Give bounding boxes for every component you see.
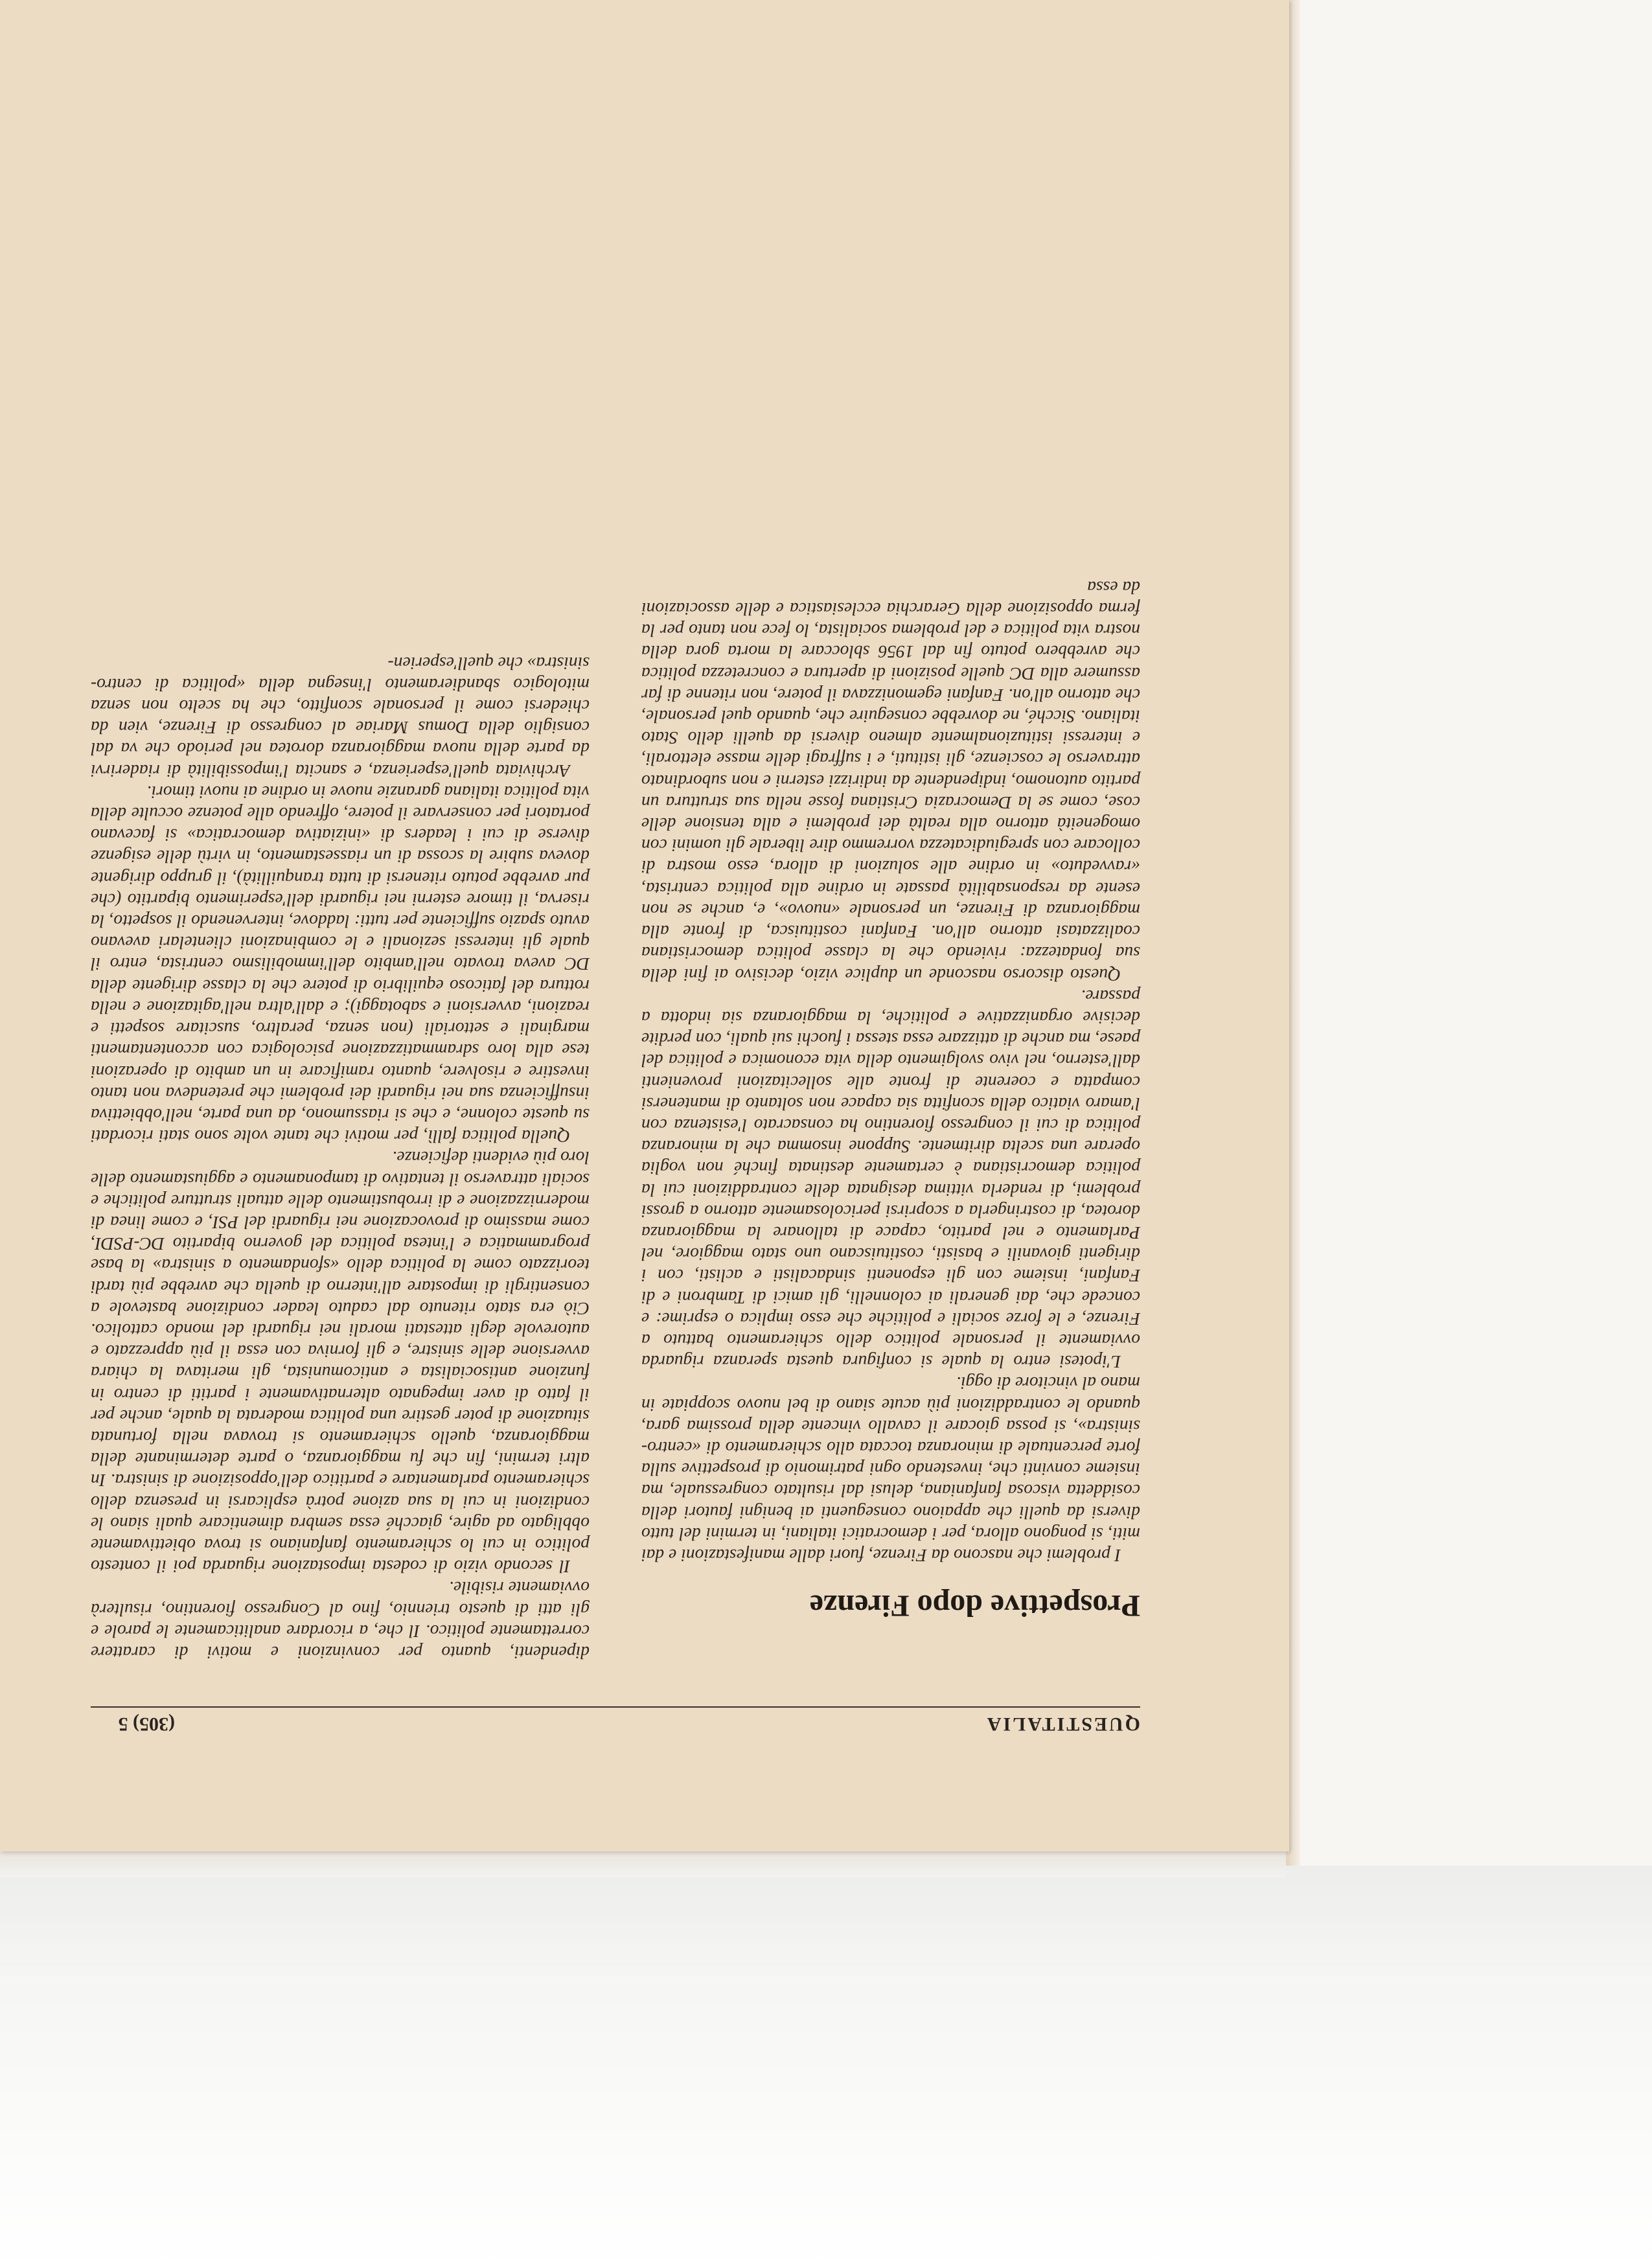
page-number: (305) 5: [118, 1713, 175, 1735]
article-title: Prospettive dopo Firenze: [809, 1588, 1140, 1623]
paragraph: Questo discorso nasconde un duplice vizio, decisivo ai fini della sua fondatezza: riviendo che la classe politica democristiana coalizzatasi attorno all'on. Fanfani costituisca, di fronte alla maggioranza di Firenze, un personale «nuovo», e, anche se non esente da responsabilità passate in ordine alla politica centrista, «ravveduto» in ordine alle soluzioni di allora, esso mostra di collocare con spregiudicatezza vorremmo dire liberale gli uomini con omogeneità attorno alla realtà dei problemi e alla tensione delle cose, come se la Democrazia Cristiana fosse nella sua struttura un partito autonomo, indipendente da indirizzi esterni e non subordinato attraverso le coscienze, gli istituti, e i suffragi delle masse elettorali, e interessi istituzionalmente almeno diversi da quelli dello Stato italiano. Sicché, ne dovrebbe conseguire che, quando quel personale, che attorno all'on. Fanfani egemonizzava il potere, non ritenne di far assumere alla DC quelle posizioni di apertura e concretezza politica che avrebbero potuto fin dal 1956 sbloccare la morta gora della nostra vita politica e del problema socialista, lo fece non tanto per la ferma opposizione della Gerarchia ecclesiastica e delle associazioni da essa: [641, 577, 1140, 985]
paragraph: Archiviata quell'esperienza, e sancita l'impossibilità di riaderirvi da parte della nuova maggioranza dorotea nel periodo che va dal consiglio della Domus Mariae al congresso di Firenze, vien da chiedersi come il personale sconfitto, che ha scelto non senza mitologico sbandieramento l'insegna della «politica di centro-sinistra» che quell'esperien-: [91, 653, 590, 781]
running-head: [0, 1696, 1289, 1851]
header-rule: [91, 1706, 1140, 1708]
paragraph: Il secondo vizio di codesta impostazione riguarda poi il contesto politico in cui lo schieramento fanfaniano si trova obiettivamente obbligato ad agire, giacché essa sembra dimenticare quali siano le condizioni in cui la sua azione potrà esplicarsi in presenza dello schieramento parlamentare e partitico dell'opposizione di sinistra. In altri termini, fin che fu maggioranza, o parte determinante della maggioranza, quello schieramento si trovava nella fortunata situazione di poter gestire una politica moderata la quale, anche per il fatto di aver impegnato alternativamente i partiti di centro in funzione antisocialista e anticomunista, gli meritava la chiara avversione delle sinistre, e gli forniva con essa il più apprezzato e autorevole degli attestati morali nei riguardi del mondo cattolico. Ciò era stato ritenuto dal caduto leader condizione bastevole a consentirgli di impostare all'interno di quella che avrebbe più tardi teorizzato come la politica dello «sfondamento a sinistra» la base programmatica e l'intesa politica del governo bipartito DC-PSDI, come massimo di provocazione nei riguardi del PSI, e come linea di modernizzazione e di irrobustimento delle attuali strutture politiche e sociali attraverso il tentativo di tamponamento e aggiustamento delle loro più evidenti deficienze.: [91, 1148, 590, 1577]
text-column-left: [641, 577, 1140, 1566]
paragraph: L'ipotesi entro la quale si configura questa speranza riguarda ovviamente il personale politico dello schieramento battuto a Firenze, e le forze sociali e politiche che esso implica o esprime: e concede che, dai generali ai colonnelli, gli amici di Tambroni e di Fanfani, insieme con gli esponenti sindacalisti e aclisti, con i dirigenti giovanili e basisti, costituiscano uno stato maggiore, nel Parlamento e nel partito, capace di tallonare la maggioranza dorotea, di costringerla a scoprirsi pericolosamente attorno a grossi problemi, di renderla vittima designata delle contraddizioni cui la politica democristiana è certamente destinata finché non voglia operare una scelta diritmente. Suppone insomma che la minoranza politica di cui il congresso fiorentino ha consacrato l'esistenza con l'amaro viatico della sconfitta sia capace non soltanto di mantenersi compatta e coerente di fronte alle sollecitazioni provenienti dall'esterno, nel vivo svolgimento della vita economica e politica del paese, ma anche di attizzare essa stessa i fuochi sui quali, con perdite decisive organizzative e politiche, la maggioranza sia indotta a passare.: [641, 986, 1140, 1373]
journal-name: QUESTITALIA: [985, 1713, 1140, 1735]
paragraph: dipendenti, quanto per convinzioni e motivi di carattere correttamente politico. Il che, a ricordare analiticamente le parole e gli atti di questo triennio, fino al Congresso fiorentino, risulterà ovviamente risibile.: [91, 1578, 590, 1663]
paragraph: Quella politica fallì, per motivi che tante volte sono stati ricordati su queste colonne, e che si riassumono, da una parte, nell'obbiettiva insufficienza sua nei riguardi dei problemi che pretendeva non tanto investire e risolvere, quanto ramificare in un ambito di operazioni tese alla loro sdrammatizzazione psicologica con accontentamenti marginali e settoriali (non senza, peraltro, suscitare sospetti e reazioni, avversioni e sabotaggi); e dall'altra nell'agitazione e nella rottura del faticoso equilibrio di potere che la classe dirigente della DC aveva trovato nell'ambito dell'immobilismo centrista, entro il quale gli interessi sezionali e le combinazioni clientelari avevano avuto spazio sufficiente per tutti: laddove, intervenendo il sospetto, la riserva, il timore esterni nei riguardi dell'esperimento bipartito (che pur avrebbe potuto ritenersi di tutta tranquillità), il gruppo dirigente doveva subire la scossa di un riassestamento, in virtù delle esigenze diverse di cui i leaders di «iniziativa democratica» si facevano portatori per conservare il potere, offrendo alle potenze occulte della vita politica italiana garanzie nuove in ordine ai nuovi timori.: [91, 782, 590, 1147]
paragraph: I problemi che nascono da Firenze, fuori dalle manifestazioni e dai miti, si pongono allora, per i democratici italiani, in termini del tutto diversi da quelli che appaiono conseguenti ai benigni fautori della cosiddetta viscosa fanfaniana, delusi dal risultato congressuale, ma insieme convinti che, investendo ogni patrimonio di prospettive sulla forte percentuale di minoranza toccata allo schieramento di «centro-sinistra», si possa giocare il cavallo vincente della prossima gara, quando le contraddizioni più acute siano di bel nuovo scoppiate in mano al vincitore di oggi.: [641, 1373, 1140, 1566]
underlying-sheet: [0, 1851, 1286, 1877]
text-column-right: [91, 652, 590, 1664]
